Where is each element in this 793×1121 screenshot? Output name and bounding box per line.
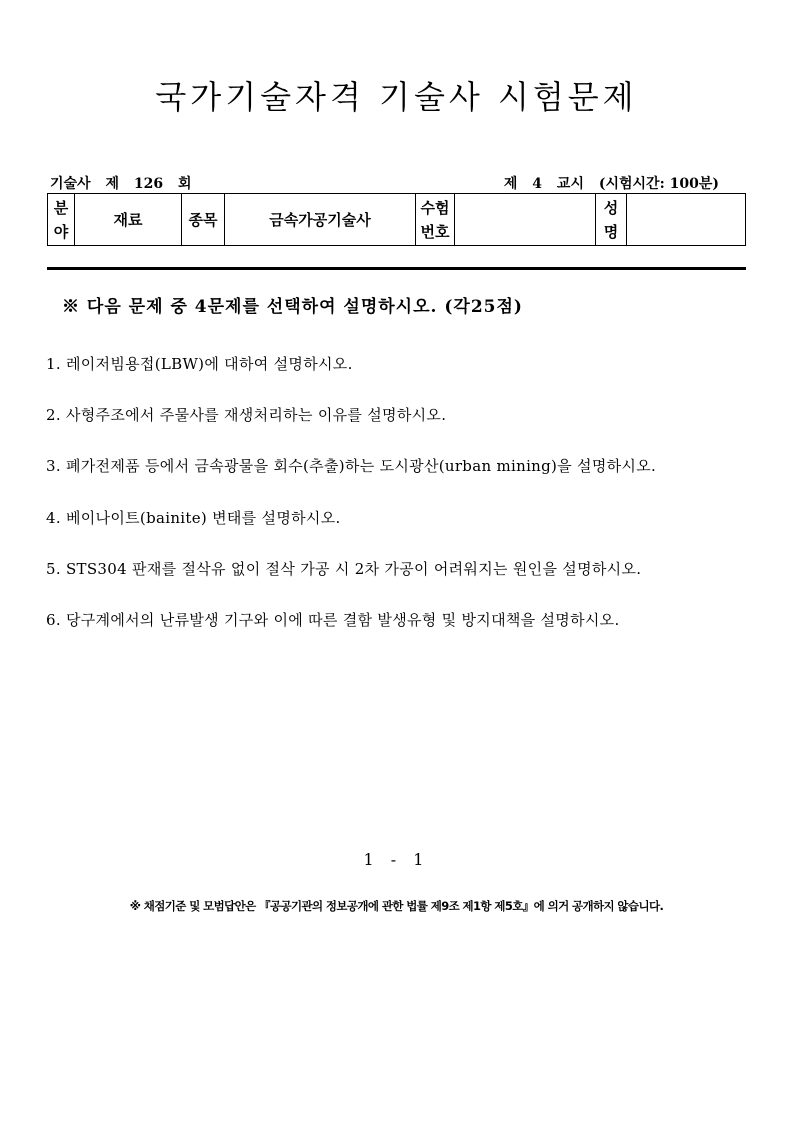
field-label-cell [48,194,75,246]
period-suffix: 교시 [556,176,584,192]
name-value[interactable] [627,194,746,246]
exam-grade: 기술사 [50,176,91,192]
field-label-1: 분 [53,198,69,217]
header-divider [47,267,746,270]
question-5: 5. STS304 판재를 절삭유 없이 절삭 가공 시 2차 가공이 어려워지는 원인을 설명하시오. [46,560,642,578]
item-value: 금속가공기술사 [225,194,416,246]
period-prefix: 제 [503,176,518,192]
disclosure-notice: ※ 채점기준 및 모범답안은 『공공기관의 정보공개에 관한 법률 제9조 제1항 제5호』에 의거 공개하지 않습니다. [129,899,664,913]
round-prefix: 제 [105,176,119,192]
round-number: 126 [133,176,164,192]
question-6: 6. 당구계에서의 난류발생 기구와 이에 따른 결함 발생유형 및 방지대책을 설명하시오. [46,611,620,629]
page-number: 1 - 1 [363,850,430,869]
exam-no-value[interactable] [455,194,596,246]
item-label: 종목 [182,194,225,246]
exam-duration: (시험시간: 100분) [598,176,719,192]
name-label-cell [596,194,627,246]
field-value: 재료 [75,194,182,246]
period-number: 4 [532,176,543,192]
name-label-2: 명 [603,222,619,241]
exam-no-label-1: 수험 [420,198,450,217]
instruction-text: ※ 다음 문제 중 4문제를 선택하여 설명하시오. (각25점) [62,297,523,317]
question-3: 3. 폐가전제품 등에서 금속광물을 회수(추출)하는 도시광산(urban mining)을 설명하시오. [46,457,657,475]
exam-period [504,173,729,193]
exam-header-row [48,173,745,193]
document-title: 국가기술자격 기술사 시험문제 [155,78,638,116]
name-label-1: 성 [603,198,619,217]
question-2: 2. 사형주조에서 주물사를 재생처리하는 이유를 설명하시오. [46,406,447,424]
exam-no-label-cell [416,194,455,246]
exam-no-label-2: 번호 [420,222,450,241]
exam-round [50,173,202,193]
round-suffix: 회 [177,176,192,192]
field-label-2: 야 [53,222,69,241]
exam-info-table [47,193,746,246]
question-1: 1. 레이저빔용접(LBW)에 대하여 설명하시오. [46,355,353,373]
question-4: 4. 베이나이트(bainite) 변태를 설명하시오. [46,509,341,527]
